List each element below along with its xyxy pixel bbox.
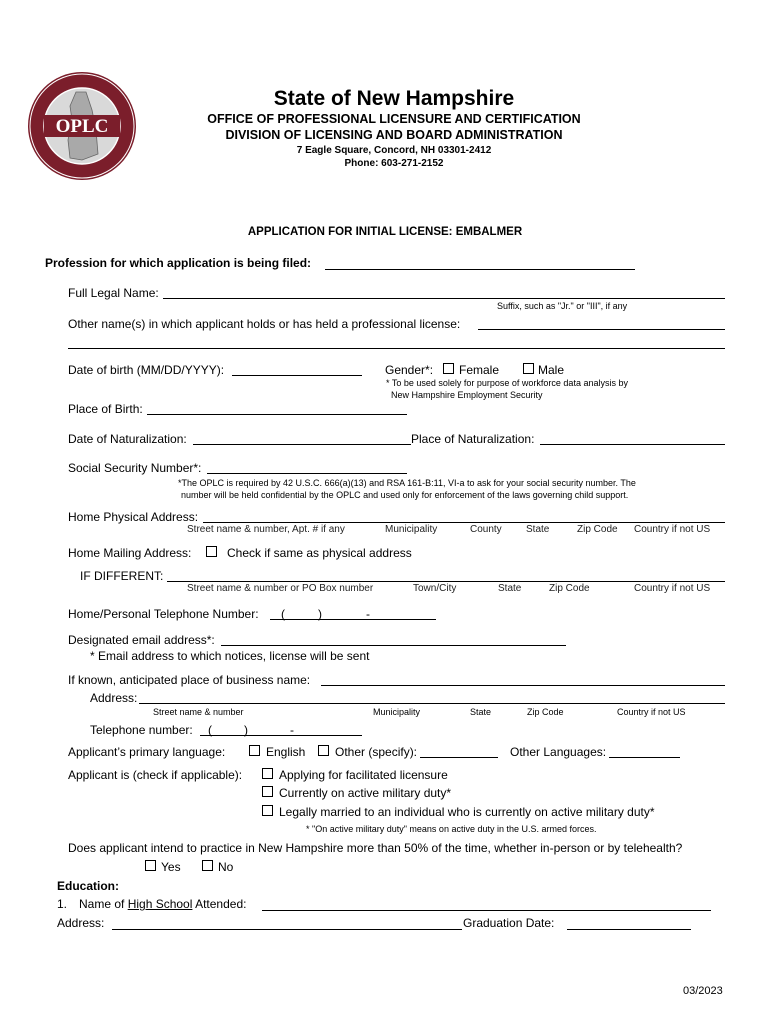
other-specify-field[interactable] bbox=[420, 757, 498, 758]
mail-street-hint: Street name & number or PO Box number bbox=[187, 583, 374, 594]
mail-state-hint: State bbox=[498, 583, 522, 594]
mail-country-hint: Country if not US bbox=[634, 583, 711, 594]
home-phone-dash: - bbox=[366, 607, 370, 621]
business-phone-label: Telephone number: bbox=[90, 723, 193, 737]
division-name: DIVISION OF LICENSING AND BOARD ADMINISTRATION bbox=[225, 128, 563, 142]
married-military-checkbox[interactable] bbox=[262, 805, 273, 816]
bus-zip-hint: Zip Code bbox=[527, 707, 564, 717]
home-phone-label: Home/Personal Telephone Number: bbox=[68, 607, 259, 621]
bus-municipality-hint: Municipality bbox=[373, 707, 421, 717]
facilitated-label: Applying for facilitated licensure bbox=[279, 768, 448, 782]
female-label: Female bbox=[459, 363, 500, 377]
place-nat-field[interactable] bbox=[540, 444, 725, 445]
bus-phone-dash: - bbox=[290, 723, 294, 737]
practice-yes-label: Yes bbox=[161, 860, 181, 874]
if-different-label: IF DIFFERENT: bbox=[80, 569, 164, 583]
business-phone-field[interactable] bbox=[200, 735, 362, 736]
business-name-label: If known, anticipated place of business name: bbox=[68, 673, 311, 687]
other-names-field-2[interactable] bbox=[68, 348, 725, 349]
email-note: * Email address to which notices, license will be sent bbox=[90, 649, 370, 663]
bus-street-hint: Street name & number bbox=[153, 707, 244, 717]
ssn-note-1: *The OPLC is required by 42 U.S.C. 666(a)(13) and RSA 161-B:11, VI-a to ask for your social security number. The bbox=[178, 478, 636, 488]
mail-zip-hint: Zip Code bbox=[549, 583, 590, 594]
other-languages-field[interactable] bbox=[609, 757, 680, 758]
email-label: Designated email address*: bbox=[68, 633, 215, 647]
ssn-field[interactable] bbox=[207, 473, 407, 474]
same-as-physical-checkbox[interactable] bbox=[206, 546, 217, 557]
high-school-field[interactable] bbox=[262, 910, 711, 911]
business-name-field[interactable] bbox=[321, 685, 725, 686]
form-revision-date: 03/2023 bbox=[683, 985, 723, 997]
male-checkbox[interactable] bbox=[523, 363, 534, 374]
phys-zip-hint: Zip Code bbox=[577, 524, 618, 535]
gender-label: Gender*: bbox=[385, 363, 434, 377]
facilitated-checkbox[interactable] bbox=[262, 768, 273, 779]
place-birth-field[interactable] bbox=[147, 414, 407, 415]
home-mailing-label: Home Mailing Address: bbox=[68, 546, 192, 560]
gender-note-1: * To be used solely for purpose of workforce data analysis by bbox=[386, 378, 628, 388]
email-field[interactable] bbox=[221, 645, 566, 646]
married-military-label: Legally married to an individual who is currently on active military duty* bbox=[279, 805, 655, 819]
other-languages-label: Other Languages: bbox=[510, 745, 607, 759]
phys-street-hint: Street name & number, Apt. # if any bbox=[187, 524, 345, 535]
practice-question: Does applicant intend to practice in New Hampshire more than 50% of the time, whether in-person or by telehealth? bbox=[68, 841, 683, 855]
same-as-physical-label: Check if same as physical address bbox=[227, 546, 412, 560]
military-checkbox[interactable] bbox=[262, 786, 273, 797]
office-phone: Phone: 603-271-2152 bbox=[344, 158, 444, 169]
place-nat-label: Place of Naturalization: bbox=[411, 432, 535, 446]
edu-item-number: 1. bbox=[57, 897, 68, 911]
page-title: State of New Hampshire bbox=[273, 87, 515, 110]
office-name: OFFICE OF PROFESSIONAL LICENSURE AND CERTIFICATION bbox=[207, 112, 581, 126]
bus-country-hint: Country if not US bbox=[617, 707, 686, 717]
ssn-note-2: number will be held confidential by the OPLC and used only for enforcement of the laws governing child support. bbox=[181, 490, 629, 500]
business-address-field[interactable] bbox=[139, 703, 725, 704]
edu-address-field[interactable] bbox=[112, 929, 462, 930]
home-phone-field[interactable] bbox=[270, 619, 436, 620]
phys-country-hint: Country if not US bbox=[634, 524, 711, 535]
other-language-checkbox[interactable] bbox=[318, 745, 329, 756]
edu-address-label: Address: bbox=[57, 916, 105, 930]
ssn-label: Social Security Number*: bbox=[68, 461, 202, 475]
seal-text: OPLC bbox=[55, 116, 109, 137]
practice-yes-checkbox[interactable] bbox=[145, 860, 156, 871]
business-address-label: Address: bbox=[90, 691, 138, 705]
home-physical-field[interactable] bbox=[203, 522, 725, 523]
dob-field[interactable] bbox=[232, 375, 362, 376]
military-note: * "On active military duty" means on active duty in the U.S. armed forces. bbox=[306, 824, 597, 834]
profession-label: Profession for which application is being filed: bbox=[45, 256, 312, 270]
office-address: 7 Eagle Square, Concord, NH 03301-2412 bbox=[296, 145, 492, 156]
practice-no-checkbox[interactable] bbox=[202, 860, 213, 871]
suffix-hint: Suffix, such as "Jr." or "III", if any bbox=[497, 301, 628, 311]
practice-no-label: No bbox=[218, 860, 234, 874]
english-label: English bbox=[266, 745, 306, 759]
high-school-label bbox=[79, 897, 246, 911]
bus-state-hint: State bbox=[470, 707, 492, 717]
legal-name-field[interactable] bbox=[163, 298, 725, 299]
dob-label: Date of birth (MM/DD/YYYY): bbox=[68, 363, 225, 377]
high-school-label-pre: Name of bbox=[79, 897, 128, 911]
male-label: Male bbox=[538, 363, 565, 377]
high-school-label-post: Attended: bbox=[192, 897, 247, 911]
applicant-is-label: Applicant is (check if applicable): bbox=[68, 768, 243, 782]
high-school-label-underlined: High School bbox=[127, 897, 193, 911]
profession-field[interactable] bbox=[325, 269, 635, 270]
language-label: Applicant’s primary language: bbox=[68, 745, 226, 759]
legal-name-label: Full Legal Name: bbox=[68, 286, 159, 300]
other-names-label: Other name(s) in which applicant holds or has held a professional license: bbox=[68, 317, 461, 331]
home-phone-open-paren: ( bbox=[281, 607, 285, 621]
graduation-date-label: Graduation Date: bbox=[463, 916, 555, 930]
military-label: Currently on active military duty* bbox=[279, 786, 452, 800]
gender-note-2: New Hampshire Employment Security bbox=[391, 390, 543, 400]
bus-phone-open-paren: ( bbox=[208, 723, 212, 737]
education-heading: Education: bbox=[57, 879, 119, 893]
home-phone-close-paren: ) bbox=[318, 607, 322, 621]
phys-county-hint: County bbox=[470, 524, 502, 535]
phys-state-hint: State bbox=[526, 524, 550, 535]
other-specify-label: Other (specify): bbox=[335, 745, 418, 759]
place-birth-label: Place of Birth: bbox=[68, 402, 143, 416]
mail-town-hint: Town/City bbox=[413, 583, 457, 594]
graduation-date-field[interactable] bbox=[567, 929, 691, 930]
date-nat-field[interactable] bbox=[193, 444, 411, 445]
other-names-field[interactable] bbox=[478, 329, 725, 330]
date-nat-label: Date of Naturalization: bbox=[68, 432, 187, 446]
application-title: APPLICATION FOR INITIAL LICENSE: EMBALMER bbox=[247, 226, 523, 238]
phys-municipality-hint: Municipality bbox=[385, 524, 438, 535]
english-checkbox[interactable] bbox=[249, 745, 260, 756]
mailing-address-field[interactable] bbox=[167, 581, 725, 582]
female-checkbox[interactable] bbox=[443, 363, 454, 374]
home-physical-label: Home Physical Address: bbox=[68, 510, 199, 524]
bus-phone-close-paren: ) bbox=[244, 723, 248, 737]
